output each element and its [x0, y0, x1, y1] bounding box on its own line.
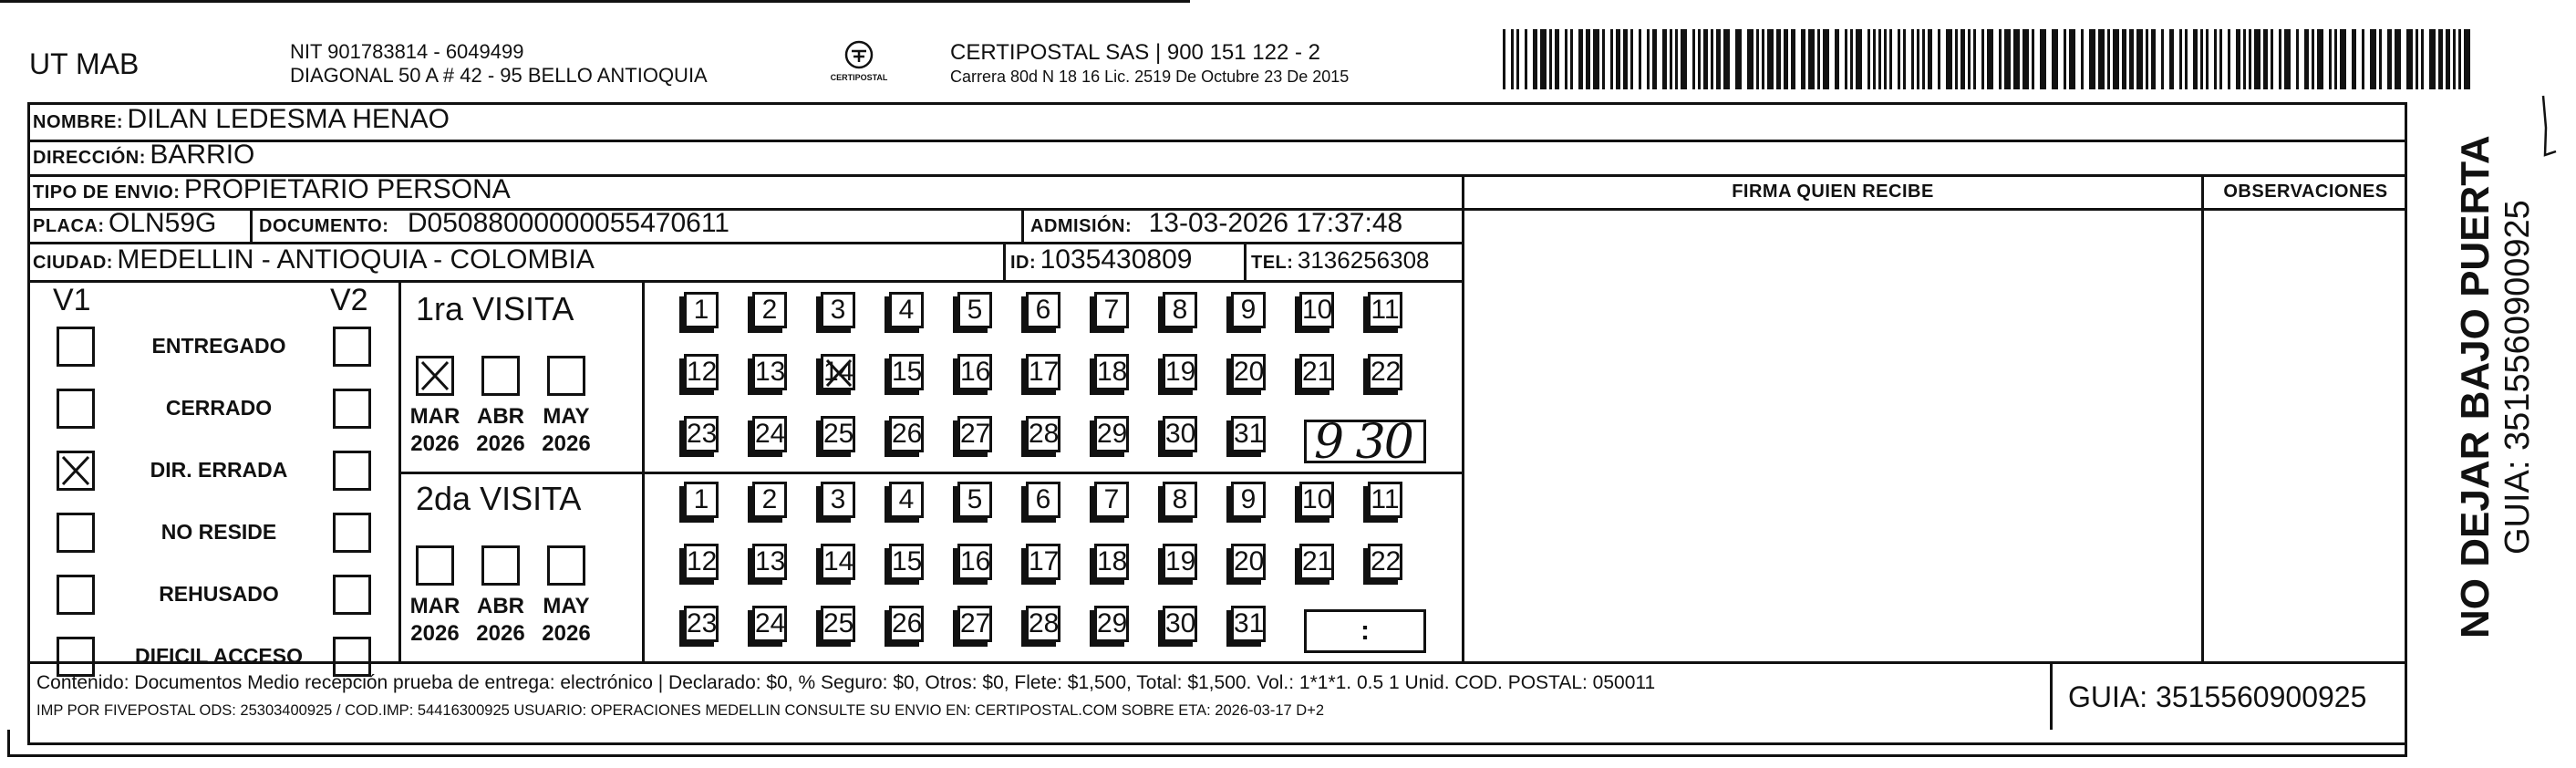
barcode-bar: [1791, 29, 1795, 89]
barcode-bar: [1808, 29, 1815, 89]
barcode-bar: [1845, 29, 1847, 89]
visit1-title: 1ra VISITA: [416, 290, 574, 327]
visit2-time-box[interactable]: [1304, 609, 1426, 653]
barcode-bar: [2421, 29, 2424, 89]
v2-checkbox[interactable]: [333, 451, 371, 491]
v2-checkbox[interactable]: [333, 513, 371, 553]
barcode-bar: [1630, 29, 1633, 89]
visit1-day-box[interactable]: 6: [1026, 292, 1060, 328]
month-name: ABR: [477, 594, 524, 618]
visit1-day-box[interactable]: 2: [752, 292, 787, 328]
barcode-bar: [2004, 29, 2011, 89]
visit2-day-box[interactable]: 19: [1163, 544, 1197, 580]
visit1-month-label: [469, 403, 533, 458]
visit2-day-box[interactable]: 21: [1299, 544, 1334, 580]
nombre-value: DILAN LEDESMA HENAO: [127, 104, 450, 134]
barcode-bar: [1889, 29, 1892, 89]
visit2-day-box[interactable]: 30: [1163, 606, 1197, 642]
carrier-name: CERTIPOSTAL SAS | 900 151 122 - 2: [950, 40, 1320, 65]
tipo-envio-label: TIPO DE ENVIO:: [33, 182, 181, 202]
visit1-day-box[interactable]: 14: [821, 354, 855, 390]
v2-checkbox[interactable]: [333, 637, 371, 677]
visit1-handwritten-time: 9 30: [1314, 415, 1412, 470]
barcode-bar: [1602, 29, 1605, 89]
barcode-bar: [1647, 29, 1650, 89]
visit1-day-box[interactable]: 28: [1026, 416, 1060, 452]
barcode-bar: [2279, 29, 2281, 89]
visit1-month-checkbox[interactable]: [416, 356, 454, 396]
barcode-bar: [1981, 29, 1984, 89]
visit1-day-box[interactable]: 4: [889, 292, 924, 328]
barcode-bar: [1692, 29, 1695, 89]
pen-mark: [2530, 91, 2558, 169]
documento-value: D05088000000055470611: [407, 208, 729, 238]
visit1-day-box[interactable]: 7: [1094, 292, 1129, 328]
barcode-bar: [2136, 29, 2143, 89]
visit1-day-box[interactable]: 3: [821, 292, 855, 328]
barcode-bar: [2317, 29, 2323, 89]
barcode-bar: [2446, 29, 2450, 89]
visit2-day-box[interactable]: 25: [821, 606, 855, 642]
company-address: DIAGONAL 50 A # 42 - 95 BELLO ANTIOQUIA: [290, 64, 708, 87]
barcode-bar: [2064, 29, 2066, 89]
barcode-bar: [1968, 29, 1971, 89]
visit2-day-box[interactable]: 8: [1163, 482, 1197, 518]
v1-checkbox[interactable]: [57, 513, 95, 553]
visit1-day-box[interactable]: 17: [1026, 354, 1060, 390]
visit1-month-checkbox[interactable]: [481, 356, 520, 396]
barcode-bar: [2081, 29, 2084, 89]
barcode-bar: [2151, 29, 2156, 89]
barcode-bar: [2387, 29, 2392, 89]
barcode-bar: [1703, 29, 1708, 89]
cross-mark: [823, 357, 854, 389]
v2-checkbox[interactable]: [333, 389, 371, 429]
barcode-bar: [1698, 29, 1701, 89]
visit1-day-box[interactable]: 12: [684, 354, 719, 390]
visit2-day-box[interactable]: 10: [1299, 482, 1334, 518]
barcode-bar: [2453, 29, 2456, 89]
barcode-bar: [2312, 29, 2314, 89]
month-year: 2026: [476, 431, 525, 456]
certipostal-logo: [832, 36, 886, 91]
barcode-bar: [2214, 29, 2217, 89]
barcode: [1503, 29, 2478, 89]
barcode-bar: [2040, 29, 2046, 89]
firma-label: FIRMA QUIEN RECIBE: [1732, 182, 1934, 202]
visit1-day-box[interactable]: 31: [1231, 416, 1266, 452]
guia-footer: GUIA: 3515560900925: [2068, 680, 2367, 713]
barcode-bar: [1955, 29, 1958, 89]
visit2-month-checkbox[interactable]: [547, 545, 585, 586]
v2-checkbox[interactable]: [333, 327, 371, 367]
barcode-bar: [1593, 29, 1599, 89]
barcode-bar: [2113, 29, 2119, 89]
visit1-day-box[interactable]: 8: [1163, 292, 1197, 328]
month-year: 2026: [410, 621, 460, 646]
barcode-bar: [2334, 29, 2337, 89]
barcode-bar: [1747, 29, 1754, 89]
v2-label: V2: [330, 283, 368, 317]
visit1-day-box[interactable]: 29: [1094, 416, 1129, 452]
barcode-bar: [1675, 29, 1678, 89]
month-year: 2026: [542, 431, 591, 456]
barcode-bar: [1946, 29, 1952, 89]
month-name: ABR: [477, 404, 524, 429]
barcode-bar: [1516, 29, 1519, 89]
visit2-title: 2da VISITA: [416, 480, 582, 517]
visit2-day-box[interactable]: 11: [1368, 482, 1402, 518]
v1-checkbox[interactable]: [57, 575, 95, 615]
visit2-month-checkbox[interactable]: [416, 545, 454, 586]
month-year: 2026: [410, 431, 460, 456]
visit1-day-box[interactable]: 27: [957, 416, 992, 452]
visit2-day-box[interactable]: 20: [1231, 544, 1266, 580]
status-label: CERRADO: [165, 396, 273, 420]
observaciones-label: OBSERVACIONES: [2223, 182, 2388, 202]
barcode-bar: [1767, 29, 1774, 89]
barcode-bar: [1525, 29, 1527, 89]
barcode-bar: [1639, 29, 1641, 89]
visit1-time-box[interactable]: [1304, 415, 1426, 470]
barcode-bar: [2228, 29, 2230, 89]
month-name: MAY: [543, 594, 590, 618]
visit1-day-box[interactable]: 21: [1299, 354, 1334, 390]
visit1-day-box[interactable]: 16: [957, 354, 992, 390]
status-label: DIR. ERRADA: [150, 458, 288, 482]
barcode-bar: [1503, 29, 1505, 89]
barcode-bar: [2304, 29, 2309, 89]
barcode-bar: [2263, 29, 2268, 89]
side-warning: NO DEJAR BAJO PUERTA: [2453, 135, 2498, 638]
direccion-value: BARRIO: [150, 140, 255, 170]
barcode-bar: [2254, 29, 2260, 89]
visit2-day-box[interactable]: 16: [957, 544, 992, 580]
barcode-bar: [1917, 29, 1919, 89]
visit1-day-box[interactable]: 13: [752, 354, 787, 390]
barcode-bar: [1762, 29, 1764, 89]
barcode-bar: [1938, 29, 1940, 89]
barcode-bar: [1555, 29, 1559, 89]
visit2-day-box[interactable]: 1: [684, 482, 719, 518]
bottom-strip: [7, 730, 2407, 757]
v2-checkbox[interactable]: [333, 575, 371, 615]
visit1-month-checkbox[interactable]: [547, 356, 585, 396]
barcode-bar: [2089, 29, 2095, 89]
barcode-bar: [2458, 29, 2461, 89]
barcode-bar: [2069, 29, 2075, 89]
v1-checkbox[interactable]: [57, 327, 95, 367]
visit1-month-label: [403, 403, 467, 458]
barcode-bar: [1823, 29, 1829, 89]
barcode-bar: [1610, 29, 1613, 89]
barcode-bar: [1616, 29, 1620, 89]
visit1-day-box[interactable]: 11: [1368, 292, 1402, 328]
placa-value: OLN59G: [109, 208, 217, 238]
admision-value: 13-03-2026 17:37:48: [1148, 208, 1403, 238]
barcode-bar: [1662, 29, 1667, 89]
visit2-day-box[interactable]: 23: [684, 606, 719, 642]
visit2-day-box[interactable]: 9: [1231, 482, 1266, 518]
barcode-bar: [2200, 29, 2203, 89]
visit1-day-box[interactable]: 19: [1163, 354, 1197, 390]
barcode-bar: [2362, 29, 2364, 89]
barcode-bar: [1623, 29, 1628, 89]
barcode-bar: [2329, 29, 2332, 89]
barcode-bar: [2032, 29, 2034, 89]
barcode-bar: [1652, 29, 1657, 89]
month-name: MAR: [409, 594, 460, 618]
visit2-day-box[interactable]: 24: [752, 606, 787, 642]
barcode-bar: [2219, 29, 2222, 89]
barcode-bar: [1960, 29, 1965, 89]
id-value: 1035430809: [1040, 244, 1193, 275]
status-label: DIFICIL ACCESO: [134, 644, 303, 668]
id-label: ID:: [1010, 253, 1037, 273]
barcode-bar: [2438, 29, 2443, 89]
barcode-bar: [1903, 29, 1906, 89]
barcode-bar: [1817, 29, 1820, 89]
barcode-bar: [2146, 29, 2148, 89]
visit2-day-box[interactable]: 28: [1026, 606, 1060, 642]
visit2-day-box[interactable]: 27: [957, 606, 992, 642]
ciudad-value: MEDELLIN - ANTIOQUIA - COLOMBIA: [117, 244, 595, 275]
barcode-bar: [1723, 29, 1730, 89]
barcode-bar: [2284, 29, 2291, 89]
barcode-bar: [2193, 29, 2198, 89]
barcode-bar: [2206, 29, 2209, 89]
barcode-bar: [2406, 29, 2413, 89]
v1-label: V1: [53, 283, 91, 317]
barcode-bar: [1511, 29, 1514, 89]
barcode-bar: [1565, 29, 1567, 89]
visit1-day-box[interactable]: 30: [1163, 416, 1197, 452]
visit1-day-box[interactable]: 26: [889, 416, 924, 452]
barcode-bar: [1716, 29, 1721, 89]
barcode-bar: [2429, 29, 2436, 89]
barcode-bar: [1570, 29, 1573, 89]
visit2-day-box[interactable]: 26: [889, 606, 924, 642]
status-label: NO RESIDE: [160, 520, 277, 544]
barcode-bar: [1850, 29, 1853, 89]
barcode-bar: [1540, 29, 1547, 89]
visit1-day-box[interactable]: 24: [752, 416, 787, 452]
barcode-bar: [1873, 29, 1876, 89]
barcode-bar: [2107, 29, 2110, 89]
barcode-bar: [2185, 29, 2188, 89]
visit1-day-box[interactable]: 25: [821, 416, 855, 452]
v1-checkbox[interactable]: [57, 389, 95, 429]
logo-text: CERTIPOSTAL: [830, 73, 888, 82]
barcode-bar: [1776, 29, 1781, 89]
tipo-envio-value: PROPIETARIO PERSONA: [183, 174, 511, 204]
month-name: MAY: [543, 404, 590, 429]
company-name: UT MAB: [29, 47, 140, 80]
visit2-month-label: [403, 593, 467, 648]
visit1-day-box[interactable]: 5: [957, 292, 992, 328]
barcode-bar: [1856, 29, 1862, 89]
nombre-label: NOMBRE:: [33, 112, 124, 132]
barcode-bar: [1533, 29, 1537, 89]
barcode-bar: [1681, 29, 1687, 89]
barcode-bar: [2416, 29, 2418, 89]
barcode-bar: [2243, 29, 2246, 89]
visit2-day-box[interactable]: 18: [1094, 544, 1129, 580]
barcode-bar: [2169, 29, 2174, 89]
barcode-bar: [2236, 29, 2240, 89]
barcode-bar: [2249, 29, 2251, 89]
visit2-day-box[interactable]: 2: [752, 482, 787, 518]
visit2-time-placeholder: :: [1360, 616, 1370, 646]
barcode-bar: [2013, 29, 2020, 89]
month-year: 2026: [542, 621, 591, 646]
barcode-bar: [1835, 29, 1839, 89]
visit1-day-box[interactable]: 18: [1094, 354, 1129, 390]
visit2-day-box[interactable]: 29: [1094, 606, 1129, 642]
carrier-license: Carrera 80d N 18 16 Lic. 2519 De Octubre 23 De 2015: [950, 67, 1350, 86]
barcode-bar: [1735, 29, 1742, 89]
status-label: REHUSADO: [159, 582, 279, 606]
barcode-bar: [1999, 29, 2002, 89]
barcode-bar: [2129, 29, 2134, 89]
top-rule: [0, 0, 1190, 3]
barcode-bar: [2052, 29, 2058, 89]
visit2-day-box[interactable]: 31: [1231, 606, 1266, 642]
month-year: 2026: [476, 621, 525, 646]
v1-checkbox[interactable]: [57, 637, 95, 677]
barcode-bar: [2296, 29, 2299, 89]
barcode-bar: [1549, 29, 1552, 89]
barcode-bar: [2179, 29, 2182, 89]
documento-label: DOCUMENTO:: [259, 216, 389, 236]
barcode-bar: [2464, 29, 2470, 89]
barcode-bar: [1801, 29, 1805, 89]
visit2-day-box[interactable]: 13: [752, 544, 787, 580]
visit2-day-box[interactable]: 14: [821, 544, 855, 580]
visit1-day-box[interactable]: 22: [1368, 354, 1402, 390]
visit1-day-box[interactable]: 10: [1299, 292, 1334, 328]
footer-line1: Contenido: Documentos Medio recepción prueba de entrega: electrónico | Declarado: $0, % Seguro: $0, Otros: $0, Flete: $1,500, Total: $1,500. Vol.: 1*1*1. 0.5 1 Unid. COD. POSTAL: 050011: [36, 672, 1656, 693]
visit1-day-box[interactable]: 23: [684, 416, 719, 452]
visit2-day-box[interactable]: 4: [889, 482, 924, 518]
visit1-day-box[interactable]: 20: [1231, 354, 1266, 390]
visit2-month-checkbox[interactable]: [481, 545, 520, 586]
visit2-day-box[interactable]: 6: [1026, 482, 1060, 518]
barcode-bar: [1973, 29, 1976, 89]
barcode-bar: [2340, 29, 2346, 89]
barcode-bar: [1987, 29, 1993, 89]
barcode-bar: [1586, 29, 1590, 89]
barcode-bar: [1756, 29, 1759, 89]
visit2-day-box[interactable]: 7: [1094, 482, 1129, 518]
barcode-bar: [1784, 29, 1788, 89]
visit2-day-box[interactable]: 15: [889, 544, 924, 580]
visit2-day-box[interactable]: 22: [1368, 544, 1402, 580]
direccion-label: DIRECCIÓN:: [33, 148, 146, 168]
visit2-day-box[interactable]: 3: [821, 482, 855, 518]
barcode-bar: [1911, 29, 1914, 89]
side-guia: GUIA: 3515560900925: [2498, 200, 2537, 555]
visit2-day-box[interactable]: 17: [1026, 544, 1060, 580]
barcode-bar: [2098, 29, 2105, 89]
barcode-bar: [2271, 29, 2273, 89]
visit1-month-label: [534, 403, 598, 458]
status-label: ENTREGADO: [151, 334, 286, 358]
v1-checkbox[interactable]: [57, 451, 95, 491]
company-nit: NIT 901783814 - 6049499: [290, 40, 524, 63]
barcode-bar: [1928, 29, 1932, 89]
barcode-bar: [1922, 29, 1925, 89]
footer-line2: IMP POR FIVEPOSTAL ODS: 25303400925 / COD.IMP: 54416300925 USUARIO: OPERACIONES MEDELLIN CONSULTE SU ENVIO EN: CERTIPOSTAL.COM SOBRE ETA: 2026-03-17 D+2: [36, 702, 1325, 719]
placa-label: PLACA:: [33, 216, 105, 236]
barcode-bar: [2161, 29, 2164, 89]
barcode-bar: [1867, 29, 1870, 89]
barcode-bar: [1578, 29, 1583, 89]
tel-label: TEL:: [1251, 253, 1294, 273]
barcode-bar: [1898, 29, 1900, 89]
visit2-day-box[interactable]: 5: [957, 482, 992, 518]
visit1-day-box[interactable]: 1: [684, 292, 719, 328]
visit2-day-box[interactable]: 12: [684, 544, 719, 580]
barcode-bar: [2379, 29, 2382, 89]
tel-value: 3136256308: [1297, 246, 1430, 274]
month-name: MAR: [409, 404, 460, 429]
barcode-bar: [2352, 29, 2356, 89]
barcode-bar: [1711, 29, 1713, 89]
barcode-bar: [1884, 29, 1887, 89]
visit1-day-box[interactable]: 9: [1231, 292, 1266, 328]
ciudad-label: CIUDAD:: [33, 253, 113, 273]
barcode-bar: [2370, 29, 2376, 89]
barcode-bar: [2023, 29, 2029, 89]
barcode-bar: [1670, 29, 1672, 89]
visit2-month-label: [534, 593, 598, 648]
visit2-month-label: [469, 593, 533, 648]
visit1-day-box[interactable]: 15: [889, 354, 924, 390]
barcode-bar: [2122, 29, 2126, 89]
barcode-bar: [2395, 29, 2401, 89]
admision-label: ADMISIÓN:: [1030, 216, 1133, 236]
barcode-bar: [1878, 29, 1881, 89]
